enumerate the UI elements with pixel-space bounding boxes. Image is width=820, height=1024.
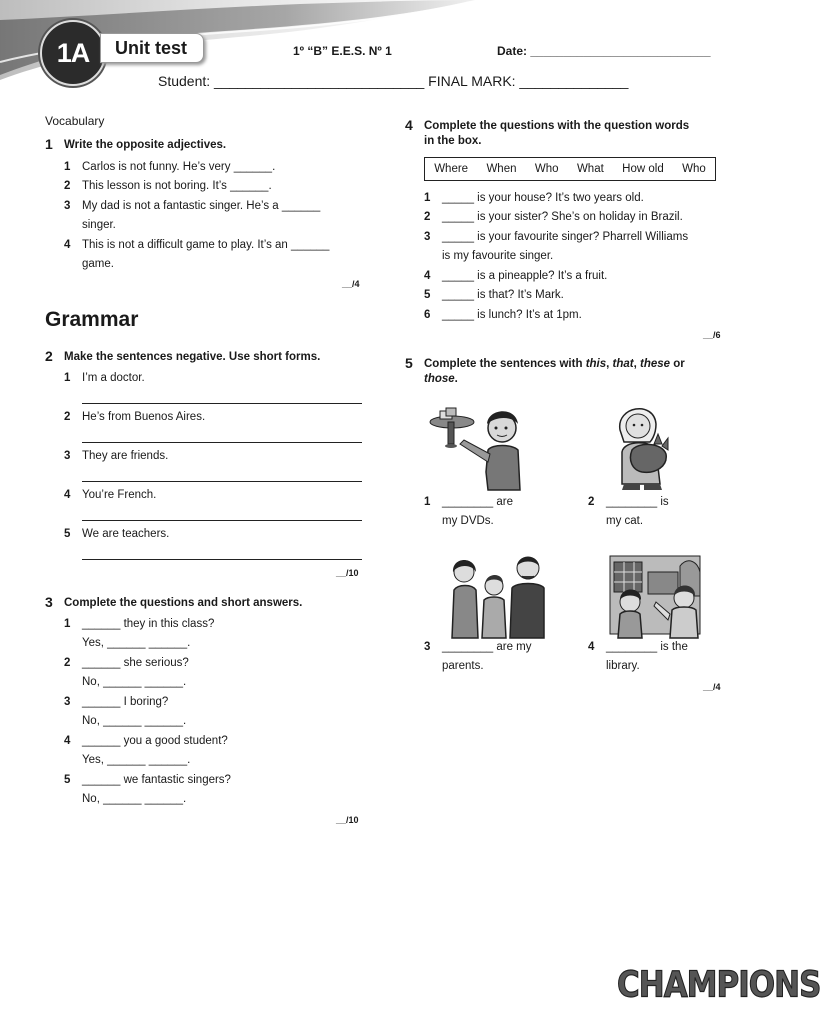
item-text: He’s from Buenos Aires. <box>82 411 206 423</box>
item-number: 4 <box>64 735 71 747</box>
class-label: 1º “B” E.E.S. Nº 1 <box>293 44 392 58</box>
item-text-continued: library. <box>606 660 640 672</box>
grammar-heading: Grammar <box>45 308 139 331</box>
date-field[interactable]: Date: ___________________________ <box>497 44 711 58</box>
item-number: 3 <box>424 641 431 653</box>
q2-answer-line-3[interactable] <box>82 481 362 482</box>
item-text[interactable]: _____ is your sister? She’s on holiday in Brazil. <box>442 211 683 223</box>
question-1-number: 1 <box>45 136 53 152</box>
word-box-item: How old <box>622 163 664 175</box>
champions-logo: CHAMPIONS <box>617 964 820 1006</box>
question-3-title: Complete the questions and short answers. <box>64 597 303 609</box>
unit-test-title: Unit test <box>100 33 204 63</box>
item-number: 2 <box>424 211 431 223</box>
item-text-continued: my cat. <box>606 515 644 527</box>
question-1-title: Write the opposite adjectives. <box>64 139 227 151</box>
item-number: 2 <box>64 180 71 192</box>
item-number: 5 <box>64 528 71 540</box>
item-number: 3 <box>64 450 71 462</box>
title-part: Complete the sentences with <box>424 358 586 370</box>
item-text[interactable]: _____ is your house? It’s two years old. <box>442 192 644 204</box>
item-text[interactable]: This is not a difficult game to play. It’s an ______ <box>82 239 330 251</box>
question-4-score: __/6 <box>703 330 721 340</box>
title-word-these: these <box>640 358 671 370</box>
q2-answer-line-2[interactable] <box>82 442 362 443</box>
title-word-this: this <box>585 358 607 370</box>
item-number: 1 <box>424 192 431 204</box>
item-number: 4 <box>588 641 595 653</box>
item-text[interactable]: ________ is <box>606 496 669 508</box>
title-word-those: those <box>424 373 455 385</box>
item-answer[interactable]: Yes, ______ ______. <box>82 637 191 649</box>
title-word-that: that <box>612 358 634 370</box>
item-number: 4 <box>424 270 431 282</box>
item-question[interactable]: ______ we fantastic singers? <box>82 774 231 786</box>
item-number: 3 <box>64 200 71 212</box>
item-answer[interactable]: No, ______ ______. <box>82 715 187 727</box>
question-2-score: __/10 <box>336 568 359 578</box>
item-text-continued: is my favourite singer. <box>442 250 554 262</box>
q2-answer-line-1[interactable] <box>82 403 362 404</box>
item-text[interactable]: ________ are my <box>442 641 532 653</box>
item-answer[interactable]: No, ______ ______. <box>82 676 187 688</box>
item-text[interactable]: This lesson is not boring. It’s ______. <box>82 180 272 192</box>
question-4-title-line-2: in the box. <box>424 135 482 147</box>
item-text: They are friends. <box>82 450 169 462</box>
item-text[interactable]: _____ is your favourite singer? Pharrell Williams <box>442 231 689 243</box>
vocabulary-section-label: Vocabulary <box>45 114 105 128</box>
question-3-score: __/10 <box>336 815 359 825</box>
item-text-continued: my DVDs. <box>442 515 494 527</box>
question-5-score: __/4 <box>703 682 721 692</box>
word-box-item: Where <box>434 163 469 175</box>
item-text[interactable]: My dad is not a fantastic singer. He’s a ______ <box>82 200 321 212</box>
family-parents-illustration <box>446 552 546 638</box>
item-number: 2 <box>588 496 595 508</box>
item-text: You’re French. <box>82 489 157 501</box>
item-text[interactable]: ________ are <box>442 496 513 508</box>
item-text: I’m a doctor. <box>82 372 145 384</box>
item-number: 6 <box>424 309 431 321</box>
item-text: We are teachers. <box>82 528 170 540</box>
item-answer[interactable]: Yes, ______ ______. <box>82 754 191 766</box>
question-5-number: 5 <box>405 355 413 371</box>
title-part: , <box>606 358 613 370</box>
word-box-item: Who <box>534 163 559 175</box>
item-number: 4 <box>64 489 71 501</box>
item-number: 5 <box>424 289 431 301</box>
item-number: 3 <box>64 696 71 708</box>
item-number: 2 <box>64 657 71 669</box>
boy-pointing-dvds-illustration <box>426 402 526 490</box>
question-1-score: __/4 <box>342 279 360 289</box>
unit-badge: 1A <box>40 20 106 86</box>
question-4-number: 4 <box>405 117 413 133</box>
item-question[interactable]: ______ they in this class? <box>82 618 215 630</box>
item-text-continued: game. <box>82 258 114 270</box>
item-number: 4 <box>64 239 71 251</box>
q2-answer-line-5[interactable] <box>82 559 362 560</box>
question-3-number: 3 <box>45 594 53 610</box>
item-text[interactable]: _____ is a pineapple? It’s a fruit. <box>442 270 608 282</box>
question-words-box <box>424 157 716 181</box>
item-number: 5 <box>64 774 71 786</box>
item-text-continued: parents. <box>442 660 484 672</box>
title-part: , <box>633 358 641 370</box>
item-text[interactable]: Carlos is not funny. He’s very ______. <box>82 161 276 173</box>
item-question[interactable]: ______ I boring? <box>82 696 169 708</box>
question-2-title: Make the sentences negative. Use short forms. <box>64 351 321 363</box>
title-part: . <box>454 373 458 385</box>
question-5-title <box>424 357 724 387</box>
item-text-continued: singer. <box>82 219 116 231</box>
word-box-item: When <box>486 163 517 175</box>
item-answer[interactable]: No, ______ ______. <box>82 793 187 805</box>
item-text[interactable]: ________ is the <box>606 641 688 653</box>
word-box-item: Who <box>682 163 706 175</box>
item-question[interactable]: ______ you a good student? <box>82 735 228 747</box>
item-number: 2 <box>64 411 71 423</box>
title-part: or <box>670 358 685 370</box>
q2-answer-line-4[interactable] <box>82 520 362 521</box>
item-number: 1 <box>64 161 71 173</box>
item-number: 3 <box>424 231 431 243</box>
question-4-title-line-1: Complete the questions with the question words <box>424 120 690 132</box>
word-box-item: What <box>576 163 604 175</box>
girl-holding-cat-illustration <box>610 402 678 492</box>
item-text[interactable]: _____ is lunch? It’s at 1pm. <box>442 309 582 321</box>
item-question[interactable]: ______ she serious? <box>82 657 189 669</box>
item-number: 1 <box>424 496 431 508</box>
question-2-number: 2 <box>45 348 53 364</box>
item-text[interactable]: _____ is that? It’s Mark. <box>442 289 564 301</box>
student-final-mark-line[interactable]: Student: ___________________________ FINAL MARK: ______________ <box>158 73 629 89</box>
item-number: 1 <box>64 372 71 384</box>
children-library-illustration <box>608 552 702 638</box>
item-number: 1 <box>64 618 71 630</box>
